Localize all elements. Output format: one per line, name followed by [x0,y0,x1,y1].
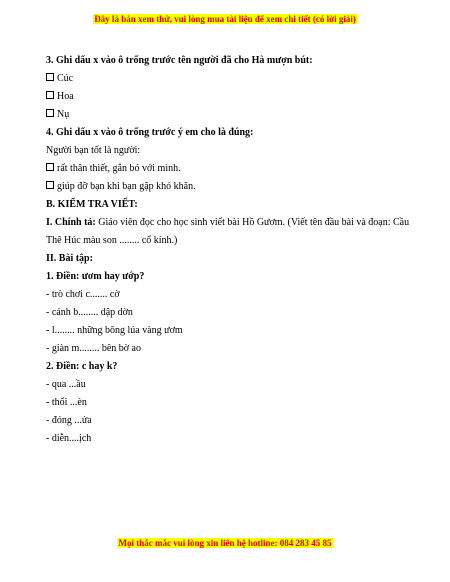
question-3-title: 3. Ghi dấu x vào ô trống trước tên người đã cho Hà mượn bút: [46,55,313,66]
exercise-1-item: - cánh b........ dập dờn [46,307,133,318]
section-b-heading: B. KIỂM TRA VIẾT: [46,199,138,210]
q4-option-2[interactable] [46,178,416,196]
exercises-heading: II. Bài tập: [46,253,93,264]
exercise-2-title: 2. Điền: c hay k? [46,361,118,372]
checkbox-icon [46,91,54,99]
preview-notice-banner [0,14,450,24]
q3-option-label: Nụ [57,109,70,120]
q4-option-1[interactable] [46,160,416,178]
exercise-1-title: 1. Điền: ươm hay ướp? [46,271,145,282]
question-4-prompt: Người bạn tốt là người: [46,145,141,156]
exercise-2-item: - qua ...ầu [46,379,86,390]
checkbox-icon [46,163,54,171]
exercise-1-item: - l........ những bông lúa vàng ươm [46,325,183,336]
question-4-title: 4. Ghi dấu x vào ô trống trước ý em cho là đúng: [46,127,254,138]
q4-option-label: giúp đỡ bạn khi bạn gặp khó khăn. [57,181,196,192]
exercise-1-item: - giàn m........ bên bờ ao [46,343,141,354]
exercise-2-item: - đóng ...ửa [46,415,92,426]
q3-option-label: Cúc [57,73,74,84]
exercise-2-item: - diễn....ịch [46,433,92,444]
hotline-banner [0,538,450,548]
q3-option-nu[interactable] [46,106,416,124]
preview-notice-text: Đây là bản xem thử, vui lòng mua tài liệu để xem chi tiết (có lời giải) [94,14,356,24]
exercise-1-item: - trò chơi c....... cờ [46,289,120,300]
q3-option-cuc[interactable] [46,70,416,88]
document-body [46,52,416,448]
hotline-text: Mọi thắc mắc vui lòng xin liên hệ hotline: 084 283 45 85 [118,538,332,548]
q3-option-label: Hoa [57,91,74,102]
checkbox-icon [46,181,54,189]
q3-option-hoa[interactable] [46,88,416,106]
dictation-text: Giáo viên đọc cho học sinh viết bài Hồ Gươm. (Viết tên đầu bài và đoạn: Cầu Thê Húc màu son ........ cổ kính.) [46,217,410,246]
checkbox-icon [46,109,54,117]
q4-option-label: rất thân thiết, gắn bó với mình. [57,163,181,174]
dictation-label: I. Chính tả: [46,217,96,228]
checkbox-icon [46,73,54,81]
exercise-2-item: - thổi ...èn [46,397,87,408]
dictation-paragraph [46,214,416,250]
